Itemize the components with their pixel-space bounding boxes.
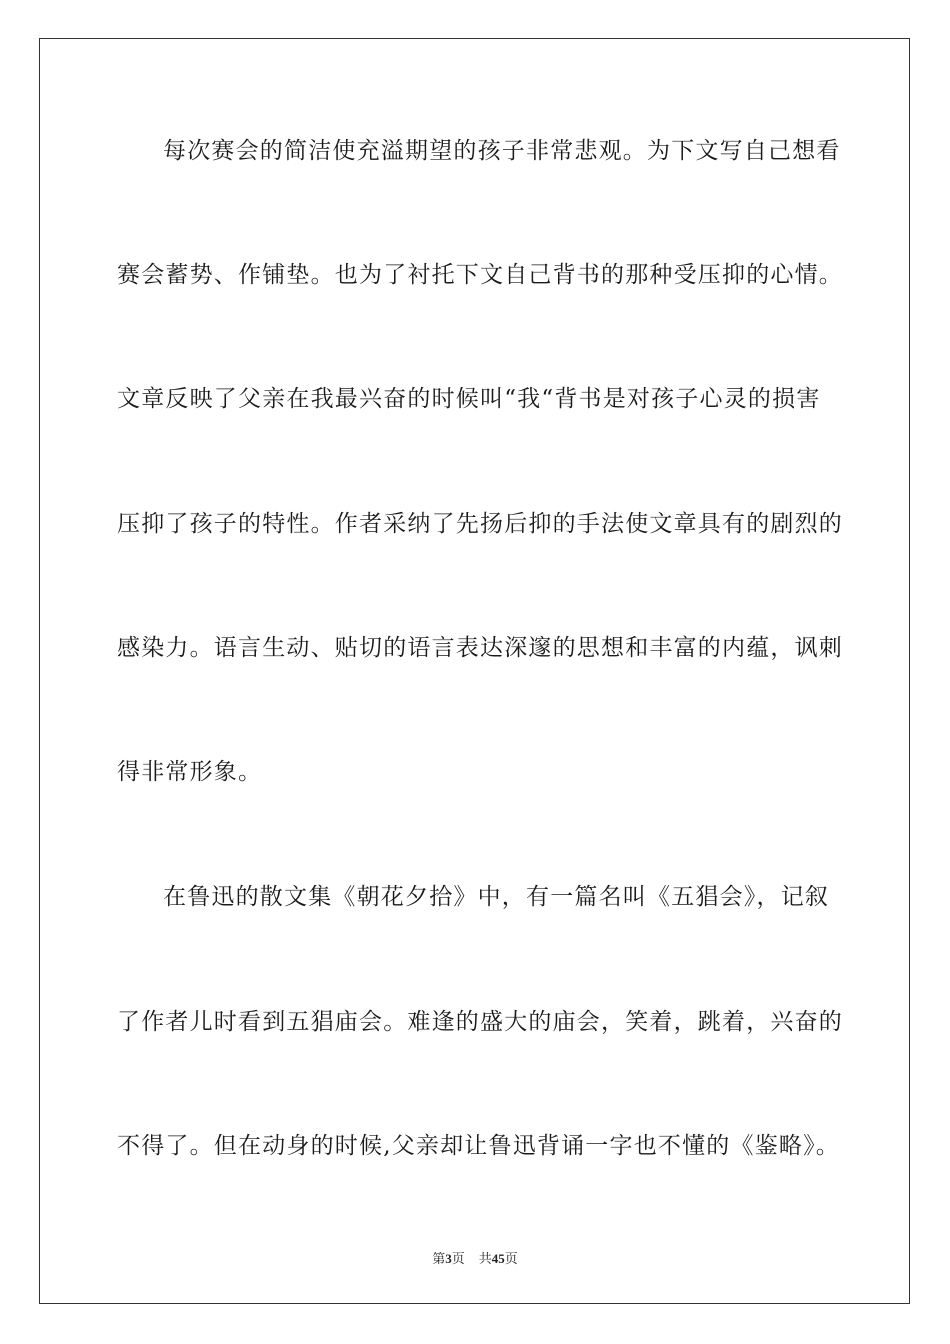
paragraph-1-line-3: 文章反映了父亲在我最兴奋的时候叫“我“背书是对孩子心灵的损害 — [117, 386, 821, 412]
page-footer — [0, 1248, 950, 1267]
footer-page-suffix: 页 — [451, 1251, 465, 1266]
footer-page-prefix: 第 — [432, 1251, 446, 1266]
footer-total-suffix: 页 — [504, 1251, 518, 1266]
paragraph-1-line-5: 感染力。语言生动、贴切的语言表达深邃的思想和丰富的内蕴，讽刺 — [117, 635, 843, 661]
paragraph-1-line-2: 赛会蓄势、作铺垫。也为了衬托下文自己背书的那种受压抑的心情。 — [117, 262, 843, 288]
paragraph-1-line-1: 每次赛会的简洁使充溢期望的孩子非常悲观。为下文写自己想看 — [163, 138, 841, 164]
paragraph-1-line-6: 得非常形象。 — [117, 759, 263, 785]
footer-page-number: 3 — [445, 1251, 452, 1266]
paragraph-2-line-2: 了作者儿时看到五猖庙会。难逢的盛大的庙会，笑着，跳着，兴奋的 — [117, 1009, 843, 1035]
paragraph-2-line-1: 在鲁迅的散文集《朝花夕拾》中，有一篇名叫《五猖会》，记叙 — [163, 884, 830, 910]
paragraph-1-line-4: 压抑了孩子的特性。作者采纳了先扬后抑的手法使文章具有的剧烈的 — [117, 511, 843, 537]
paragraph-2-line-3: 不得了。但在动身的时候,父亲却让鲁迅背诵一字也不懂的《鉴略》。 — [117, 1133, 841, 1159]
footer-total-pages: 45 — [491, 1251, 505, 1266]
page-border — [39, 38, 910, 1304]
footer-total-prefix: 共 — [478, 1251, 492, 1266]
